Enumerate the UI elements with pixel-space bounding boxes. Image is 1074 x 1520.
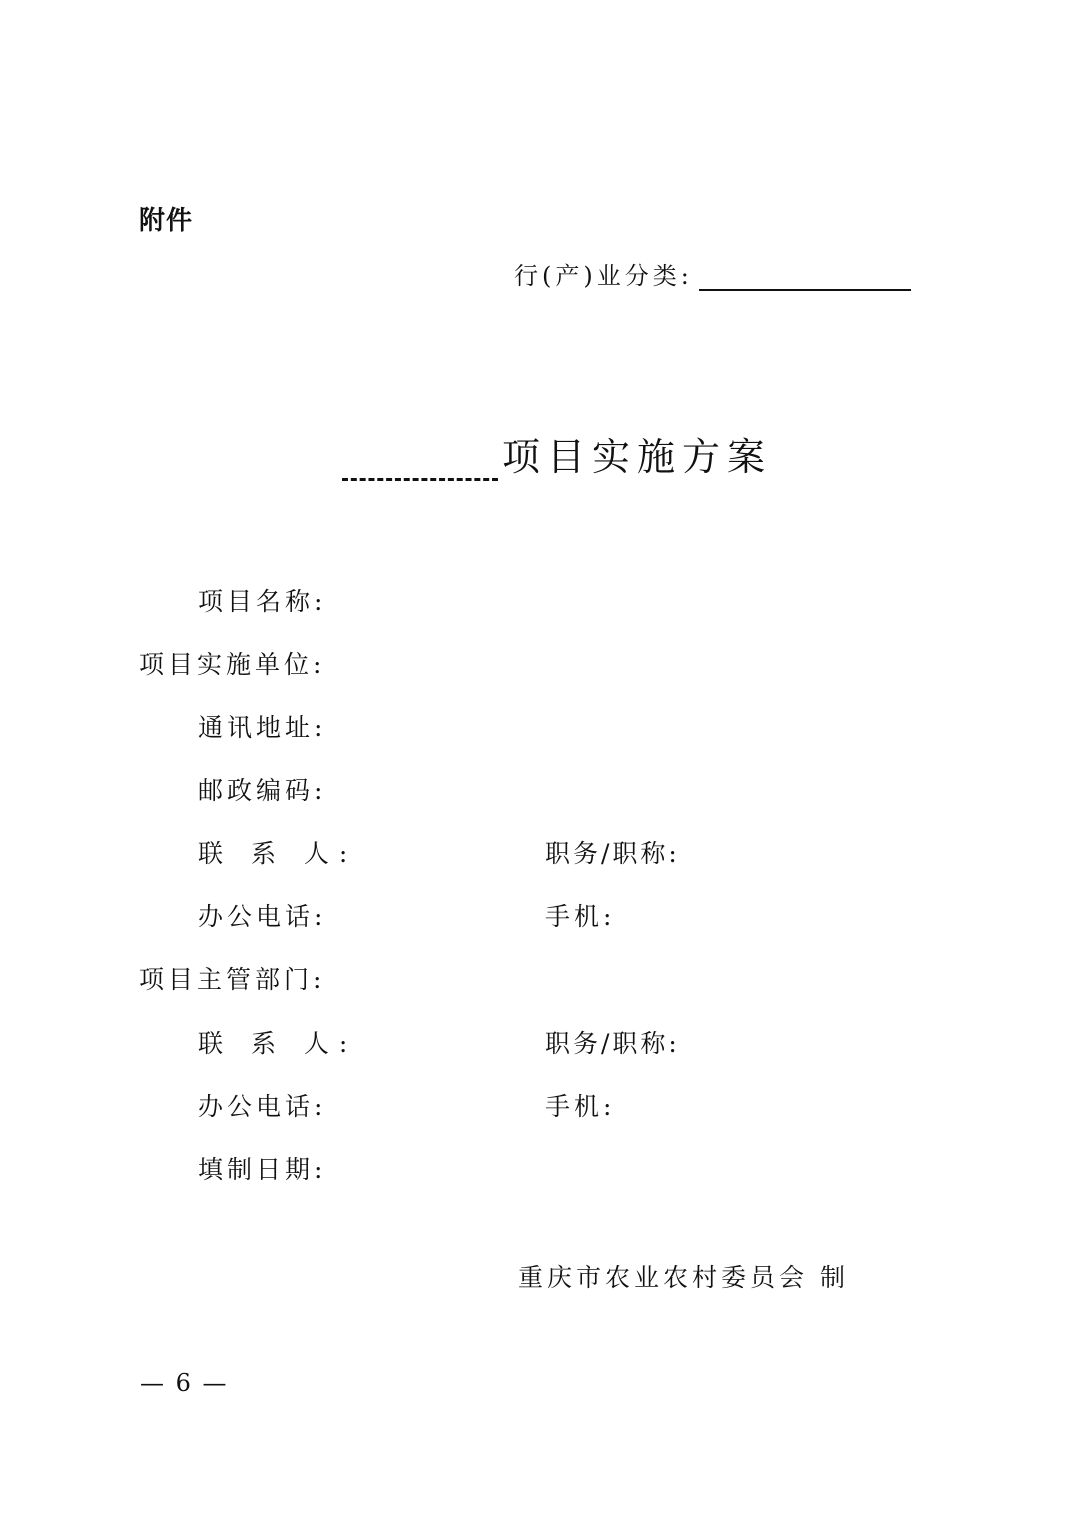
position-label-2: 职务/职称: <box>545 1029 680 1058</box>
position-label-1: 职务/职称: <box>545 839 680 868</box>
issuer-text: 重庆市农业农村委员会 制 <box>518 1263 849 1292</box>
contact-person-label-1: 联 系 人: <box>198 839 358 868</box>
contact-person-label-2: 联 系 人: <box>198 1029 358 1058</box>
office-phone-label-2: 办公电话: <box>198 1092 327 1121</box>
category-label: 行(产)业分类: <box>514 262 693 290</box>
mobile-label-2: 手机: <box>545 1092 616 1121</box>
page-number: — 6 — <box>140 1369 229 1397</box>
category-blank-line <box>699 267 911 291</box>
office-phone-label-1: 办公电话: <box>198 902 327 931</box>
title-text: 项目实施方案 <box>502 435 773 479</box>
implementing-unit-label: 项目实施单位: <box>139 650 326 679</box>
address-label: 通讯地址: <box>198 713 327 742</box>
project-name-label: 项目名称: <box>198 587 327 616</box>
fill-date-label: 填制日期: <box>198 1155 327 1184</box>
postal-code-label: 邮政编码: <box>198 776 327 805</box>
category-field <box>514 256 911 291</box>
supervising-dept-label: 项目主管部门: <box>139 965 326 994</box>
document-title <box>342 426 772 481</box>
attachment-label: 附件 <box>139 206 194 236</box>
title-blank-line <box>342 444 498 481</box>
mobile-label-1: 手机: <box>545 902 616 931</box>
